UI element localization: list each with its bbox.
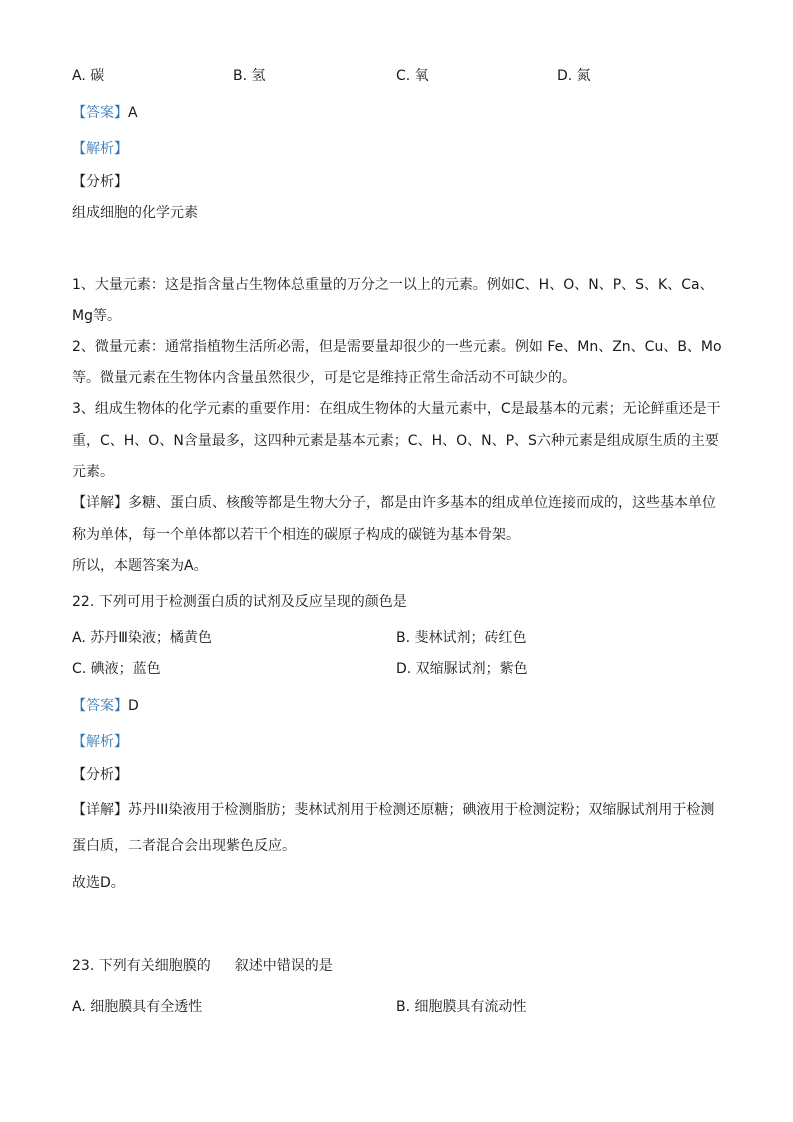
q21-paragraph-2b: 等。微量元素在生物体内含量虽然很少，可是它是维持正常生命活动不可缺少的。: [72, 370, 576, 386]
q21-paragraph-3c: 元素。: [72, 464, 114, 480]
q21-fenxi-title: 组成细胞的化学元素: [72, 205, 198, 221]
q22-analysis-tag: [72, 732, 128, 752]
answer-value: D: [128, 698, 139, 714]
q21-option-d: D. 氮: [557, 68, 591, 84]
q21-paragraph-1b: Mg等。: [72, 308, 121, 324]
q22-stem: 22. 下列可用于检测蛋白质的试剂及反应呈现的颜色是: [72, 594, 407, 610]
q21-detail-b: 称为单体，每一个单体都以若干个相连的碳原子构成的碳链为基本骨架。: [72, 527, 520, 543]
q21-conclusion: 所以，本题答案为A。: [72, 558, 208, 574]
q21-option-a: A. 碳: [72, 68, 105, 84]
q21-fenxi-tag: 【分析】: [72, 174, 128, 190]
q21-option-c: C. 氧: [396, 68, 429, 84]
q21-paragraph-3b: 重，C、H、O、N含量最多，这四种元素是基本元素；C、H、O、N、P、S六种元素是组成原生质的主要: [72, 433, 719, 449]
q22-answer: [72, 696, 139, 716]
detail-tag: 【详解】: [72, 495, 128, 511]
detail-text: 苏丹III染液用于检测脂肪；斐林试剂用于检测还原糖；碘液用于检测淀粉；双缩脲试剂用于检测: [128, 802, 715, 818]
q21-paragraph-1a: 1、大量元素：这是指含量占生物体总重量的万分之一以上的元素。例如C、H、O、N、P、S、K、Ca、: [72, 277, 714, 293]
q23-stem-part-2: 叙述中错误的是: [234, 958, 333, 974]
q22-detail-b: 蛋白质，二者混合会出现紫色反应。: [72, 838, 296, 854]
q22-conclusion: 故选D。: [72, 875, 125, 891]
q21-paragraph-2a: 2、微量元素：通常指植物生活所必需，但是需要量却很少的一些元素。例如 Fe、Mn、Zn、Cu、B、Mo: [72, 339, 722, 355]
analysis-tag: 【解析】: [72, 141, 128, 157]
q22-detail-a: [72, 800, 714, 820]
q22-option-c: C. 碘液；蓝色: [72, 661, 161, 677]
q22-option-d: D. 双缩脲试剂；紫色: [396, 661, 528, 677]
analysis-tag: 【解析】: [72, 734, 128, 750]
q22-fenxi-tag: 【分析】: [72, 767, 128, 783]
detail-text: 多糖、蛋白质、核酸等都是生物大分子，都是由许多基本的组成单位连接而成的，这些基本单位: [128, 495, 716, 511]
q23-option-b: B. 细胞膜具有流动性: [396, 999, 527, 1015]
q23-option-a: A. 细胞膜具有全透性: [72, 999, 203, 1015]
q21-answer: [72, 103, 138, 123]
answer-value: A: [128, 105, 138, 121]
answer-tag: 【答案】: [72, 105, 128, 121]
q21-option-b: B. 氢: [233, 68, 266, 84]
q22-option-a: A. 苏丹Ⅲ染液；橘黄色: [72, 630, 212, 646]
answer-tag: 【答案】: [72, 698, 128, 714]
q21-analysis-tag: [72, 139, 128, 159]
q21-detail-a: [72, 493, 716, 513]
q23-stem: [72, 956, 333, 976]
detail-tag: 【详解】: [72, 802, 128, 818]
q21-paragraph-3a: 3、组成生物体的化学元素的重要作用：在组成生物体的大量元素中，C是最基本的元素；无论鲜重还是干: [72, 401, 721, 417]
q23-stem-part-1: 23. 下列有关细胞膜的: [72, 958, 211, 974]
q22-option-b: B. 斐林试剂；砖红色: [396, 630, 527, 646]
